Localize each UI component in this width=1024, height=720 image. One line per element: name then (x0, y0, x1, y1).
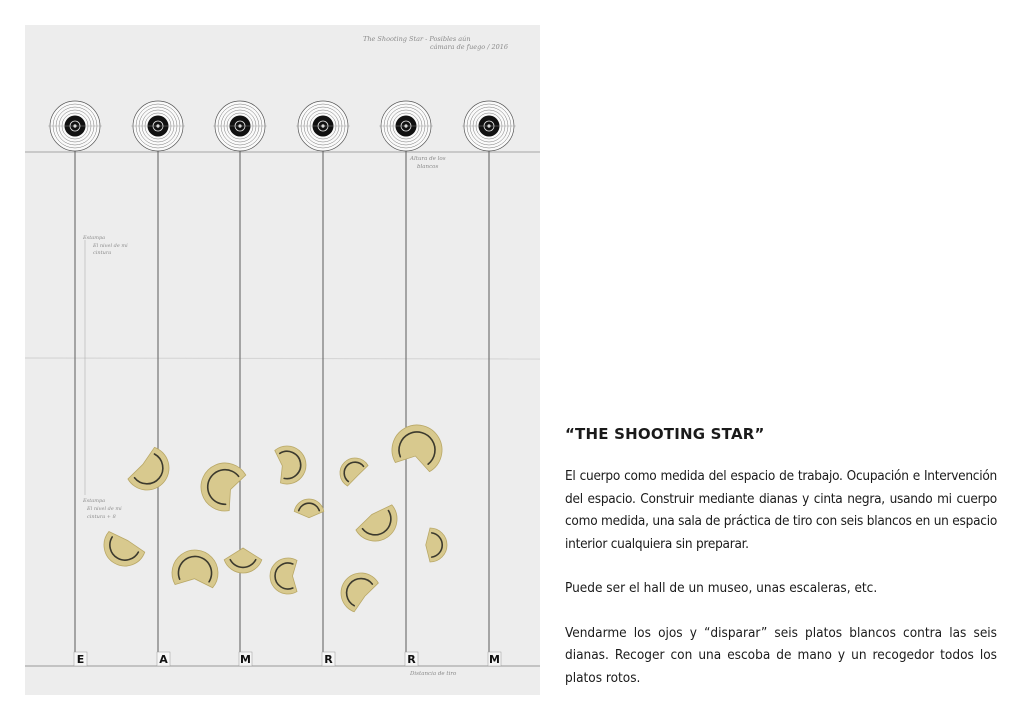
column-letter: R (324, 653, 333, 666)
note-top-right-line2: blancos (417, 164, 439, 170)
column-letter: E (76, 653, 85, 666)
broken-plate-icon (426, 528, 447, 562)
note-left-upper (82, 235, 129, 256)
broken-plate-icon (356, 505, 397, 541)
note-left-lower-line1: Estampa (83, 498, 106, 504)
handwritten-title-line2: cámara de fuego / 2016 (430, 43, 509, 51)
description-paragraph-2: Puede ser el hall de un museo, unas escaleras, etc. (565, 580, 878, 596)
note-top-right (409, 156, 447, 170)
paper-fold-line (25, 358, 540, 359)
note-left-upper-line2: El nivel de mi (93, 243, 128, 249)
target-icon (462, 101, 516, 151)
artwork-drawing (25, 25, 540, 695)
broken-plate-icon (224, 548, 262, 573)
broken-plate-icon (341, 573, 378, 612)
target-icon (213, 101, 267, 151)
broken-plate-icon (275, 446, 306, 484)
description-paragraph-1: El cuerpo como medida del espacio de trabajo. Ocupación e Intervención del espacio. Construir mediante dianas y cinta negra, usando mi cuerpo como medida, una sala de práctica de tiro con seis blancos en un espacio interior cualquiera sin preparar. (565, 468, 997, 552)
column-letter: A (159, 653, 168, 666)
handwritten-title (363, 35, 508, 51)
broken-plate-icon (201, 463, 246, 511)
target-icon (379, 101, 433, 151)
note-left-upper-line1: Estampa (83, 235, 106, 241)
broken-plate-icon (294, 499, 324, 518)
broken-plate-icon (104, 532, 145, 566)
description-panel (565, 425, 997, 689)
note-left-lower-line2: El nivel de mi (87, 506, 122, 512)
column-letter: M (489, 653, 500, 666)
broken-plate-icon (128, 447, 169, 490)
note-left-lower (82, 498, 123, 520)
broken-plate-icon (270, 558, 297, 594)
broken-plate-icon (340, 458, 368, 486)
broken-plate-icon (172, 550, 218, 588)
note-left-lower-line3: cintura + 8 (87, 514, 116, 520)
note-left-upper-line3: cintura (93, 250, 112, 256)
work-title: “THE SHOOTING STAR” (565, 425, 765, 443)
note-top-right-line1: Altura de los (410, 156, 446, 162)
broken-plate-icon (392, 425, 442, 472)
note-bottom: Distancia de tiro (410, 671, 457, 677)
target-icon (296, 101, 350, 151)
target-icon (48, 101, 102, 151)
handwritten-title-line1: The Shooting Star - Posibles aún (363, 35, 471, 43)
column-letter: R (407, 653, 416, 666)
artwork-photo (25, 25, 540, 695)
description-paragraph-3: Vendarme los ojos y “disparar” seis platos blancos contra las seis dianas. Recoger con una escoba de mano y un recogedor todos los platos rotos. (565, 624, 997, 686)
target-icon (131, 101, 185, 151)
column-letter: M (240, 653, 251, 666)
